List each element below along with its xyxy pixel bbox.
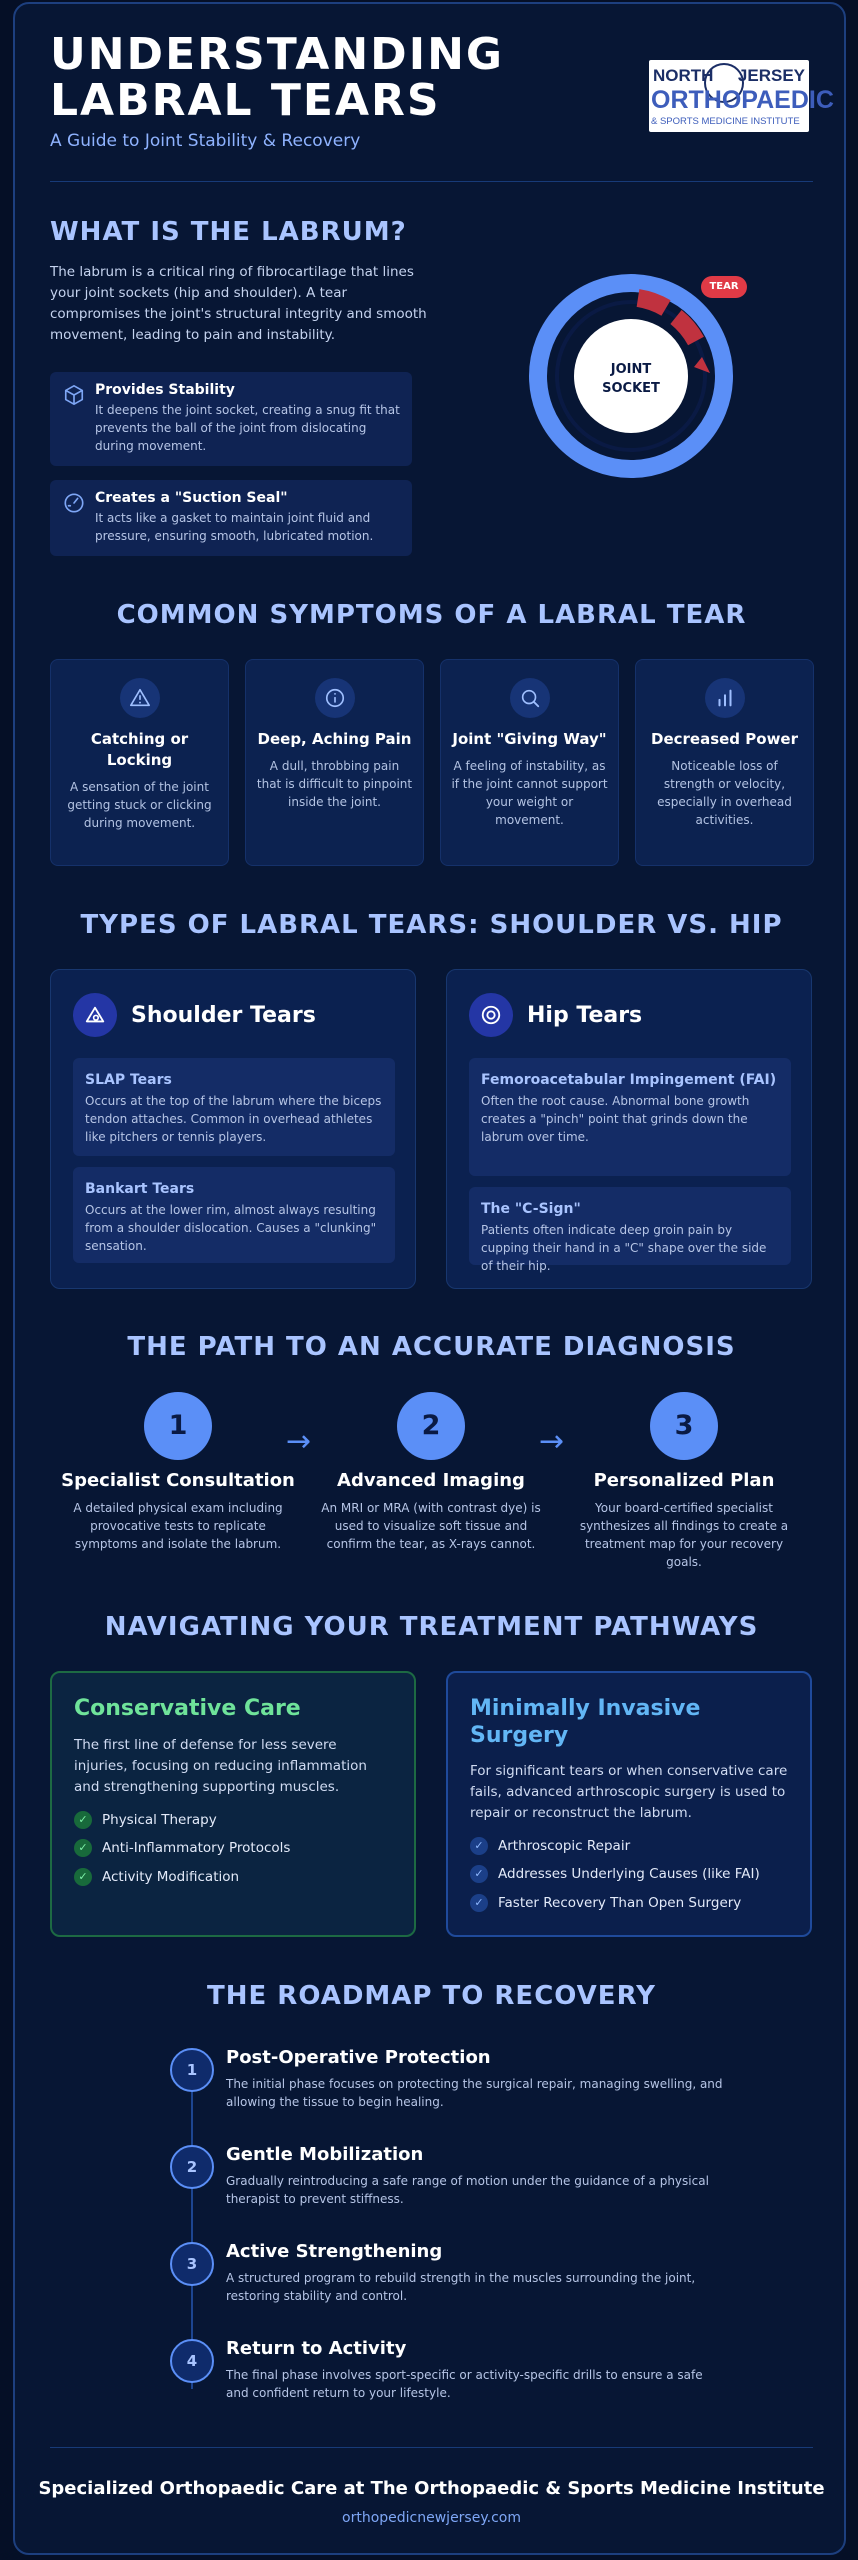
symptom-title: Joint "Giving Way": [452, 730, 607, 748]
conservative-care-panel: [50, 1671, 416, 1937]
symptom-card: [50, 659, 229, 866]
tear-type-desc: Occurs at the lower rim, almost always resulting from a shoulder dislocation. Causes a "clunking" sensation.: [85, 1203, 377, 1253]
divider: [50, 2447, 813, 2448]
symptom-desc: A sensation of the joint getting stuck or clicking during movement.: [67, 780, 212, 830]
checklist-label: Arthroscopic Repair: [498, 1838, 631, 1854]
symptom-card: [635, 659, 814, 866]
diagnosis-step-desc: An MRI or MRA (with contrast dye) is used to visualize soft tissue and confirm the tear, as X-rays cannot.: [321, 1501, 541, 1551]
feature-title: Provides Stability: [95, 382, 235, 398]
diagnosis-step-number: 3: [650, 1392, 718, 1460]
tear-type-card: [73, 1167, 395, 1263]
page-subtitle: A Guide to Joint Stability & Recovery: [50, 131, 361, 151]
roadmap-step-number: 4: [170, 2339, 214, 2383]
socket-label-line-2: SOCKET: [602, 381, 660, 396]
checklist-label: Physical Therapy: [102, 1812, 217, 1828]
logo-word-jersey: JERSEY: [737, 66, 805, 85]
section-heading-roadmap: THE ROADMAP TO RECOVERY: [206, 1981, 656, 2011]
symptom-title: Decreased Power: [651, 730, 798, 748]
symptom-desc: A feeling of instability, as if the joint cannot support your weight or movement.: [451, 759, 608, 827]
tear-type-desc: Occurs at the top of the labrum where the biceps tendon attaches. Common in overhead athletes like pitchers or tennis players.: [85, 1094, 382, 1144]
roadmap-step-desc: Gradually reintroducing a safe range of motion under the guidance of a physical therapist to prevent stiffness.: [226, 2174, 709, 2206]
surgery-panel: [446, 1671, 812, 1937]
tear-segment: [638, 298, 666, 308]
tear-type-desc: Often the root cause. Abnormal bone growth creates a "pinch" point that grinds down the labrum over time.: [481, 1094, 750, 1144]
checklist-item: [74, 1868, 239, 1886]
tear-type-desc: Patients often indicate deep groin pain by cupping their hand in a "C" shape over the side of their hip.: [481, 1223, 767, 1273]
section-heading-labrum: WHAT IS THE LABRUM?: [50, 217, 407, 247]
section-heading-symptoms: COMMON SYMPTOMS OF A LABRAL TEAR: [116, 600, 747, 630]
checklist-item: [470, 1865, 760, 1883]
labrum-description: The labrum is a critical ring of fibrocartilage that lines your joint sockets (hip and shoulder). A tear compromises the joint's structural integrity and smooth movement, leading to pain and instability.: [50, 264, 427, 343]
roadmap-step-title: Return to Activity: [226, 2338, 407, 2359]
page-title: [50, 29, 570, 126]
tear-type-name: The "C-Sign": [481, 1201, 581, 1217]
roadmap-step-desc: The initial phase focuses on protecting the surgical repair, managing swelling, and allowing the tissue to begin healing.: [226, 2077, 723, 2109]
arrow-right-icon: →: [539, 1424, 565, 1459]
checklist-label: Anti-Inflammatory Protocols: [102, 1840, 291, 1856]
check-icon: ✓: [74, 1868, 92, 1886]
roadmap-step-number: 1: [170, 2048, 214, 2092]
roadmap-timeline-line: [191, 2049, 193, 2389]
tear-type-name: Femoroacetabular Impingement (FAI): [481, 1072, 777, 1088]
panel-title: Minimally Invasive Surgery: [470, 1696, 701, 1748]
website-link[interactable]: orthopedicnewjersey.com: [342, 2510, 521, 2526]
check-icon: ✓: [470, 1837, 488, 1855]
tear-type-name: SLAP Tears: [85, 1072, 172, 1088]
bar-chart-icon: [705, 678, 745, 718]
checklist-label: Activity Modification: [102, 1869, 240, 1885]
tear-type-name: Bankart Tears: [85, 1181, 195, 1197]
panel-header: [73, 993, 316, 1037]
checklist-label: Faster Recovery Than Open Surgery: [498, 1895, 742, 1911]
checklist-item: [74, 1811, 217, 1829]
tear-badge: TEAR: [701, 276, 747, 298]
shoulder-icon: [73, 993, 117, 1037]
symptom-card: [440, 659, 619, 866]
symptom-title: Deep, Aching Pain: [257, 730, 412, 748]
section-heading-types: TYPES OF LABRAL TEARS: SHOULDER VS. HIP: [80, 910, 783, 940]
shoulder-tears-panel: [50, 969, 416, 1289]
feature-desc: It acts like a gasket to maintain joint fluid and pressure, ensuring smooth, lubricated motion.: [95, 511, 374, 543]
gauge-icon: [63, 492, 85, 514]
roadmap-step-number: 3: [170, 2242, 214, 2286]
warning-icon: [120, 678, 160, 718]
check-icon: ✓: [74, 1839, 92, 1857]
divider: [50, 181, 813, 182]
panel-desc: For significant tears or when conservative care fails, advanced arthroscopic surgery is used to repair or reconstruct the labrum.: [470, 1763, 788, 1821]
footer-title: Specialized Orthopaedic Care at The Orthopaedic & Sports Medicine Institute: [38, 2478, 825, 2499]
symptom-desc: A dull, throbbing pain that is difficult to pinpoint inside the joint.: [256, 759, 413, 809]
panel-title: Conservative Care: [74, 1696, 301, 1721]
magnifier-icon: [510, 678, 550, 718]
symptom-title: Catching or Locking: [90, 730, 189, 769]
logo-word-north: NORTH: [653, 66, 714, 85]
symptom-desc: Noticeable loss of strength or velocity, especially in overhead activities.: [657, 759, 792, 827]
roadmap-step-title: Gentle Mobilization: [226, 2144, 424, 2165]
check-icon: ✓: [74, 1811, 92, 1829]
target-icon: [469, 993, 513, 1037]
tear-segment: [694, 357, 710, 373]
checklist-item: [74, 1839, 290, 1857]
diagnosis-step-title: Advanced Imaging: [337, 1470, 525, 1491]
logo-line-1: [653, 66, 805, 86]
diagnosis-step-desc: A detailed physical exam including provocative tests to replicate symptoms and isolate the labrum.: [73, 1501, 283, 1551]
panel-header: [469, 993, 642, 1037]
feature-desc: It deepens the joint socket, creating a snug fit that prevents the ball of the joint from dislocating during movement.: [95, 403, 400, 453]
diagnosis-step-number: 1: [144, 1392, 212, 1460]
check-icon: ✓: [470, 1865, 488, 1883]
feature-suction-seal: [50, 480, 412, 556]
title-line-2: LABRAL TEARS: [50, 75, 441, 126]
section-heading-diagnosis: THE PATH TO AN ACCURATE DIAGNOSIS: [127, 1332, 736, 1362]
tear-type-card: [73, 1058, 395, 1156]
joint-socket-diagram: [526, 271, 736, 481]
diagnosis-step-desc: Your board-certified specialist synthesizes all findings to create a treatment map for your recovery goals.: [579, 1501, 789, 1569]
arrow-right-icon: →: [286, 1424, 312, 1459]
feature-stability: [50, 372, 412, 466]
checklist-item: [470, 1894, 741, 1912]
check-icon: ✓: [470, 1894, 488, 1912]
roadmap-step-number: 2: [170, 2145, 214, 2189]
diagnosis-step-title: Specialist Consultation: [61, 1470, 295, 1491]
checklist-label: Addresses Underlying Causes (like FAI): [498, 1866, 760, 1882]
institute-logo: [649, 60, 834, 132]
socket-label-line-1: JOINT: [610, 362, 652, 377]
panel-title: Hip Tears: [527, 1002, 643, 1028]
panel-title: Shoulder Tears: [131, 1002, 316, 1028]
panel-desc: The first line of defense for less severe injuries, focusing on reducing inflammation and strengthening supporting muscles.: [74, 1737, 367, 1795]
checklist-item: [470, 1837, 630, 1855]
diagnosis-step-title: Personalized Plan: [593, 1470, 775, 1491]
tear-type-card: [469, 1058, 791, 1176]
info-icon: [315, 678, 355, 718]
roadmap-step-title: Post-Operative Protection: [226, 2047, 491, 2068]
title-line-1: UNDERSTANDING: [50, 29, 505, 80]
logo-line-2: ORTHOPAEDIC: [651, 86, 834, 114]
feature-title: Creates a "Suction Seal": [95, 490, 288, 506]
infographic-frame: [13, 2, 846, 2555]
tear-segment: [676, 317, 696, 341]
symptom-card: [245, 659, 424, 866]
diagnosis-step-number: 2: [397, 1392, 465, 1460]
tear-type-card: [469, 1187, 791, 1273]
section-heading-treatment: NAVIGATING YOUR TREATMENT PATHWAYS: [104, 1612, 759, 1642]
roadmap-step-title: Active Strengthening: [226, 2241, 443, 2262]
hip-tears-panel: [446, 969, 812, 1289]
roadmap-step-desc: The final phase involves sport-specific or activity-specific drills to ensure a safe and confident return to your lifestyle.: [226, 2368, 703, 2400]
logo-line-3: & SPORTS MEDICINE INSTITUTE: [651, 116, 800, 127]
cube-icon: [63, 384, 85, 406]
roadmap-step-desc: A structured program to rebuild strength in the muscles surrounding the joint, restoring stability and control.: [226, 2271, 696, 2303]
